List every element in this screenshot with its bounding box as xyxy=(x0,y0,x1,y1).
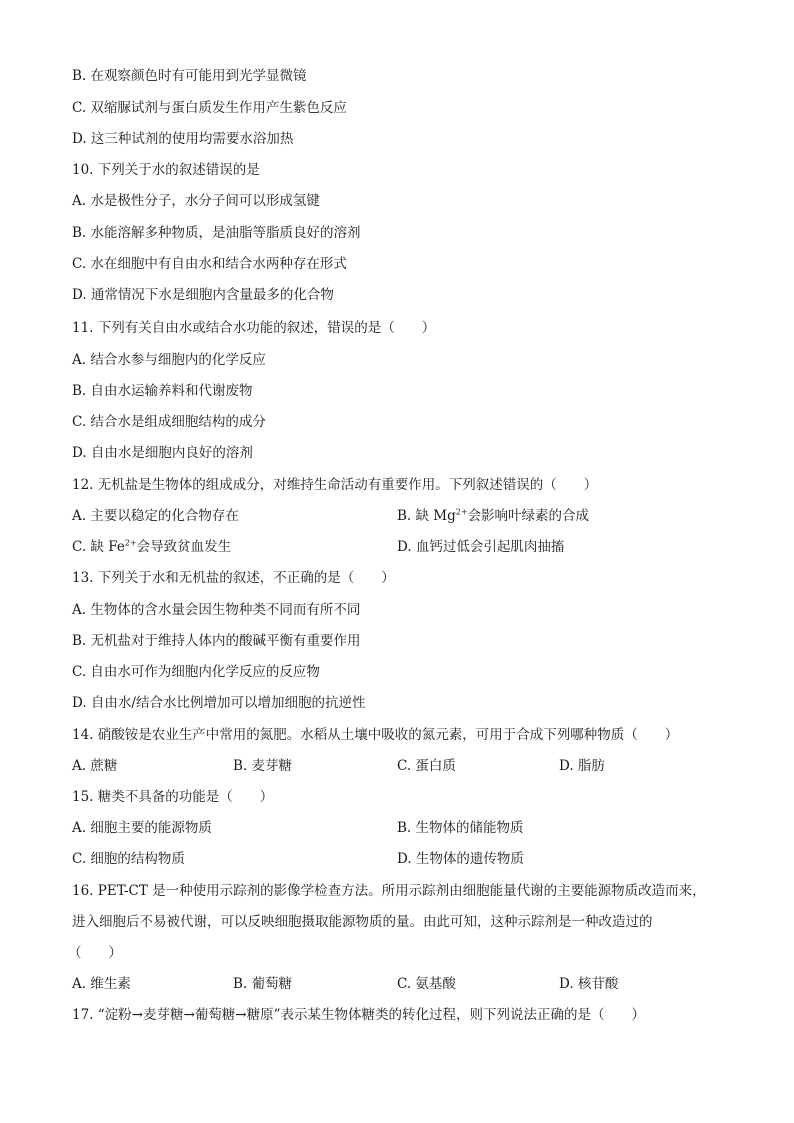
q10-option-b: B. 水能溶解多种物质，是油脂等脂质良好的溶剂 xyxy=(72,225,361,241)
q10-stem: 10. 下列关于水的叙述错误的是 xyxy=(72,162,260,178)
q12-option-b-charge: 2+ xyxy=(455,507,468,517)
q13-option-a: A. 生物体的含水量会因生物种类不同而有所不同 xyxy=(72,602,361,618)
q12-option-c xyxy=(72,538,231,556)
q12-option-b-prefix: B. 缺 Mg xyxy=(397,508,456,524)
q12-option-b xyxy=(397,507,589,525)
q11-stem: 11. 下列有关自由水或结合水功能的叙述，错误的是（ ） xyxy=(72,320,436,336)
q15-option-c: C. 细胞的结构物质 xyxy=(72,851,185,867)
q15-option-b: B. 生物体的储能物质 xyxy=(397,820,524,836)
q12-option-d: D. 血钙过低会引起肌肉抽搐 xyxy=(397,539,565,555)
q14-option-d: D. 脂肪 xyxy=(559,758,605,774)
q14-stem: 14. 硝酸铵是农业生产中常用的氮肥。水稻从土壤中吸收的氮元素，可用于合成下列哪种物质（ ） xyxy=(72,727,679,743)
q16-option-d: D. 核苷酸 xyxy=(559,976,619,992)
q11-option-b: B. 自由水运输养料和代谢废物 xyxy=(72,383,253,399)
q15-stem: 15. 糖类不具备的功能是（ ） xyxy=(72,789,274,805)
q16-option-c: C. 氨基酸 xyxy=(397,976,456,992)
q14-option-a: A. 蔗糖 xyxy=(72,758,118,774)
q11-option-d: D. 自由水是细胞内良好的溶剂 xyxy=(72,445,253,461)
q10-option-d: D. 通常情况下水是细胞内含量最多的化合物 xyxy=(72,287,334,303)
q9-option-d: D. 这三种试剂的使用均需要水浴加热 xyxy=(72,131,294,147)
q10-option-a: A. 水是极性分子，水分子间可以形成氢键 xyxy=(72,193,320,209)
q12-option-b-text: 会影响叶绿素的合成 xyxy=(467,508,590,524)
q16-stem-line-3: （ ） xyxy=(68,945,122,961)
q10-option-c: C. 水在细胞中有自由水和结合水两种存在形式 xyxy=(72,256,347,272)
q16-option-a: A. 维生素 xyxy=(72,976,131,992)
q16-stem-line-1: 16. PET-CT 是一种使用示踪剂的影像学检查方法。所用示踪剂由细胞能量代谢的主要能源物质改造而来， xyxy=(72,883,706,899)
q9-option-b: B. 在观察颜色时有可能用到光学显微镜 xyxy=(72,68,307,84)
q9-option-c: C. 双缩脲试剂与蛋白质发生作用产生紫色反应 xyxy=(72,100,347,116)
q14-option-c: C. 蛋白质 xyxy=(397,758,456,774)
q12-stem: 12. 无机盐是生物体的组成成分，对维持生命活动有重要作用。下列叙述错误的（ ） xyxy=(72,477,598,493)
q15-option-d: D. 生物体的遗传物质 xyxy=(397,851,524,867)
q16-option-b: B. 葡萄糖 xyxy=(233,976,293,992)
q12-option-c-prefix: C. 缺 Fe xyxy=(72,539,125,555)
q13-option-c: C. 自由水可作为细胞内化学反应的反应物 xyxy=(72,664,320,680)
q13-option-d: D. 自由水/结合水比例增加可以增加细胞的抗逆性 xyxy=(72,695,366,711)
q13-option-b: B. 无机盐对于维持人体内的酸碱平衡有重要作用 xyxy=(72,633,361,649)
q11-option-a: A. 结合水参与细胞内的化学反应 xyxy=(72,352,266,368)
q12-option-c-charge: 2+ xyxy=(124,538,137,548)
q17-stem: 17. “淀粉→麦芽糖→葡萄糖→糖原”表示某生物体糖类的转化过程，则下列说法正确的是（ ） xyxy=(72,1007,645,1023)
q12-option-c-text: 会导致贫血发生 xyxy=(136,539,232,555)
q14-option-b: B. 麦芽糖 xyxy=(233,758,293,774)
q15-option-a: A. 细胞主要的能源物质 xyxy=(72,820,212,836)
q13-stem: 13. 下列关于水和无机盐的叙述，不正确的是（ ） xyxy=(72,570,395,586)
q16-stem-line-2: 进入细胞后不易被代谢，可以反映细胞摄取能源物质的量。由此可知，这种示踪剂是一种改造过的 xyxy=(72,914,653,930)
q12-option-a: A. 主要以稳定的化合物存在 xyxy=(72,508,239,524)
q11-option-c: C. 结合水是组成细胞结构的成分 xyxy=(72,414,266,430)
